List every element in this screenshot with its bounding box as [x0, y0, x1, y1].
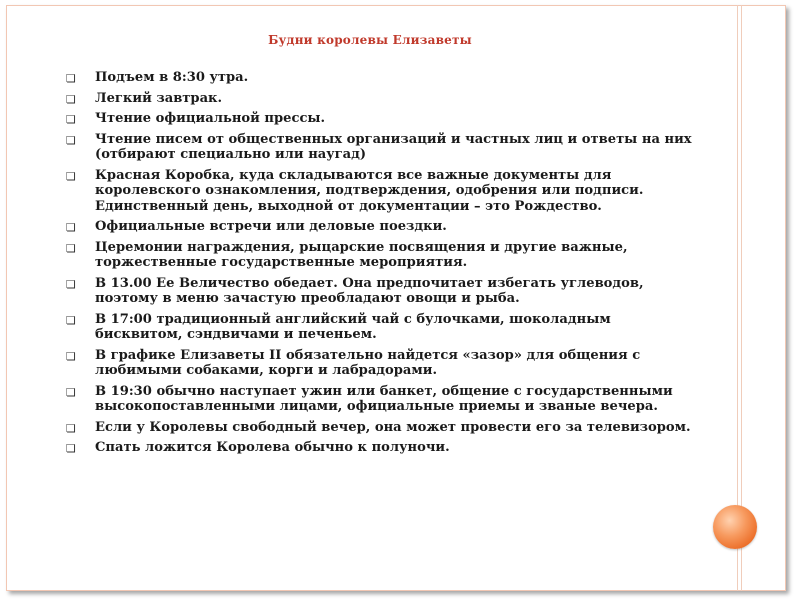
bullet-item [66, 348, 731, 379]
right-decorative-rule [737, 5, 742, 591]
bullet-square-icon: ❏ [66, 221, 76, 234]
bullet-square-icon: ❏ [66, 169, 76, 183]
bullet-item [66, 168, 731, 215]
bullet-item [66, 70, 731, 86]
bullet-text: В графике Елизаветы II обязательно найдется «зазор» для общения с любимыми собаками, корги и лабрадорами. [95, 347, 641, 378]
bullet-square-icon: ❏ [66, 421, 76, 435]
bullet-item [66, 132, 731, 163]
bullet-text: Церемонии награждения, рыцарские посвящения и другие важные, торжественные государственные мероприятия. [95, 239, 628, 270]
bullet-list [66, 70, 731, 461]
bullet-square-icon: ❏ [66, 133, 76, 147]
bullet-square-icon: ❏ [66, 313, 76, 327]
bullet-item [66, 276, 731, 307]
bullet-item [66, 240, 731, 271]
bullet-text: Чтение официальной прессы. [95, 111, 326, 126]
bullet-item [66, 111, 731, 127]
bullet-square-icon: ❏ [66, 385, 76, 399]
bullet-text: Если у Королевы свободный вечер, она может провести его за телевизором. [95, 419, 691, 435]
bullet-item [66, 384, 731, 415]
bullet-square-icon: ❏ [66, 277, 76, 291]
bullet-text: Официальные встречи или деловые поездки. [95, 219, 447, 234]
bullet-square-icon: ❏ [66, 349, 76, 363]
bullet-text: Подъем в 8:30 утра. [95, 70, 249, 85]
bullet-text: Спать ложится Королева обычно к полуночи. [95, 440, 450, 455]
bullet-text: В 19:30 обычно наступает ужин или банкет, общение с государственными высокопоставленными лицами, официальные приемы и званые вечера. [95, 383, 673, 414]
orange-orb-decoration [713, 505, 757, 549]
bullet-text: В 13.00 Ее Величество обедает. Она предпочитает избегать углеводов, поэтому в меню зачастую преобладают овощи и рыба. [95, 275, 644, 306]
bullet-item [66, 420, 731, 436]
bullet-square-icon: ❏ [66, 442, 76, 455]
bullet-text: Легкий завтрак. [95, 90, 223, 106]
bullet-item [66, 440, 731, 456]
bullet-item [66, 219, 731, 235]
slide-title-text: Будни королевы Елизаветы [268, 33, 472, 47]
bullet-item [66, 91, 731, 107]
bullet-square-icon: ❏ [66, 72, 76, 85]
bullet-square-icon: ❏ [66, 92, 76, 106]
bullet-text: В 17:00 традиционный английский чай с булочками, шоколадным бисквитом, сэндвичами и печеньем. [95, 311, 611, 342]
bullet-square-icon: ❏ [66, 113, 76, 126]
bullet-text: Красная Коробка, куда складываются все важные документы для королевского ознакомления, подтверждения, одобрения или подписи. Единственный день, выходной от документации – это Рождество. [95, 167, 644, 214]
bullet-text: Чтение писем от общественных организаций и частных лиц и ответы на них (отбирают специально или наугад) [95, 131, 692, 162]
bullet-square-icon: ❏ [66, 241, 76, 255]
slide-title [0, 33, 740, 47]
bullet-item [66, 312, 731, 343]
